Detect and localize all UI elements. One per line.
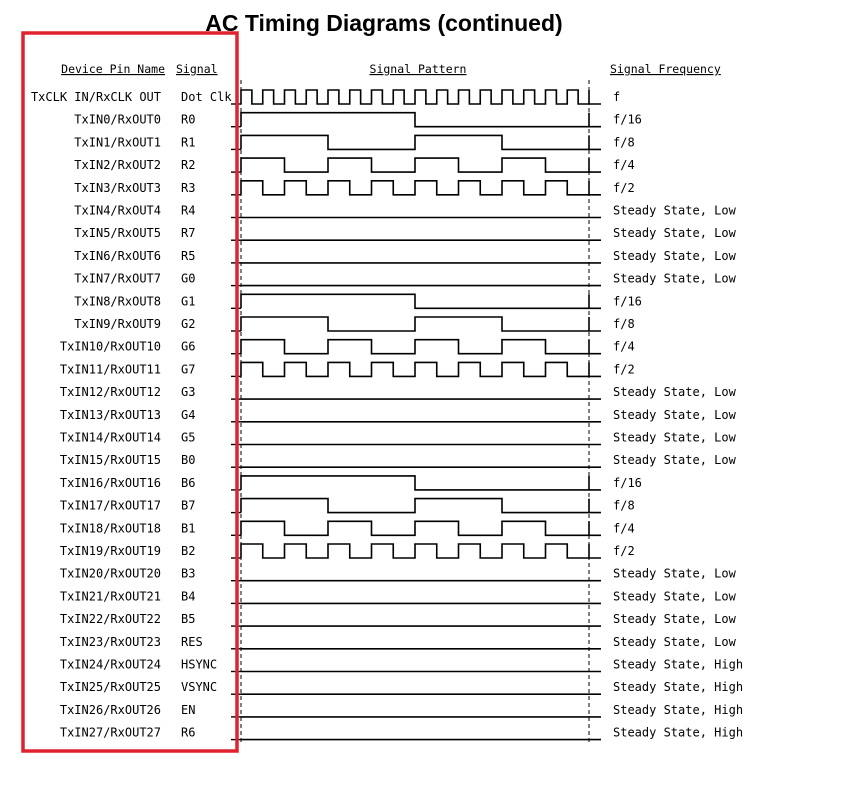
signal-row [60, 726, 743, 740]
device-pin-name: TxIN21/RxOUT21 [59, 589, 161, 604]
signal-frequency: Steady State, High [613, 680, 744, 695]
device-pin-name: TxIN15/RxOUT15 [59, 453, 161, 468]
signal-waveform [241, 158, 601, 172]
signal-name: B4 [181, 589, 196, 604]
signal-waveform [241, 135, 601, 149]
signal-row [74, 317, 634, 331]
signal-name: G4 [181, 407, 196, 422]
signal-waveform [241, 476, 601, 490]
device-pin-name: TxIN9/RxOUT9 [74, 317, 161, 331]
device-pin-name: TxIN18/RxOUT18 [59, 521, 161, 536]
signal-frequency: Steady State, High [613, 657, 744, 672]
signal-row [74, 249, 736, 263]
signal-name: R2 [181, 158, 196, 173]
signal-name: B3 [181, 566, 196, 581]
signal-waveform [241, 499, 601, 513]
signal-frequency: f/16 [613, 475, 642, 490]
signal-row [31, 90, 620, 104]
signal-name: R6 [181, 725, 196, 740]
device-pin-name: TxCLK IN/RxCLK OUT [30, 90, 161, 104]
signal-name: VSYNC [181, 680, 218, 695]
header-signal-pattern: Signal Pattern [369, 62, 467, 76]
signal-frequency: Steady State, Low [613, 589, 736, 604]
signal-row [60, 658, 743, 672]
signal-name: G1 [181, 294, 196, 309]
signal-frequency: Steady State, Low [613, 226, 736, 241]
device-pin-name: TxIN7/RxOUT7 [74, 271, 161, 286]
signal-row [60, 476, 642, 490]
signal-row [74, 294, 642, 308]
signal-row [60, 703, 743, 717]
signal-row [74, 158, 634, 172]
signal-name: B1 [181, 521, 196, 536]
signal-frequency: Steady State, High [613, 725, 744, 740]
signal-frequency: Steady State, Low [613, 612, 736, 627]
signal-row [60, 499, 635, 513]
signal-frequency: Steady State, Low [613, 407, 736, 422]
device-pin-name: TxIN0/RxOUT0 [74, 112, 161, 127]
signal-name: G7 [181, 362, 196, 377]
signal-frequency: Steady State, High [613, 702, 744, 717]
signal-rows [31, 90, 743, 740]
device-pin-name: TxIN8/RxOUT8 [74, 294, 161, 309]
signal-frequency: f/8 [613, 135, 635, 150]
header-device-pin-name: Device Pin Name [61, 62, 165, 76]
signal-frequency: Steady State, Low [613, 634, 736, 649]
diagram-title: AC Timing Diagrams (continued) [205, 10, 563, 36]
signal-name: R0 [181, 112, 196, 127]
signal-name: R5 [181, 248, 196, 263]
signal-name: B6 [181, 475, 196, 490]
signal-frequency: Steady State, Low [613, 453, 736, 468]
signal-frequency: f [613, 90, 621, 104]
signal-waveform [241, 340, 601, 354]
signal-row [60, 408, 737, 422]
signal-frequency: f/4 [613, 339, 635, 354]
signal-row [74, 181, 634, 195]
signal-frequency: f/2 [613, 362, 635, 377]
device-pin-name: TxIN6/RxOUT6 [74, 248, 161, 263]
signal-row [60, 385, 737, 399]
signal-row [60, 612, 737, 626]
device-pin-name: TxIN12/RxOUT12 [59, 385, 161, 400]
signal-name: B7 [181, 498, 196, 513]
signal-row [60, 567, 737, 581]
signal-name: R1 [181, 135, 196, 150]
signal-name: G3 [181, 385, 196, 400]
signal-frequency: f/8 [613, 317, 635, 331]
signal-name: R7 [181, 226, 196, 241]
signal-name: Dot Clk [181, 90, 232, 104]
signal-name: G6 [181, 339, 196, 354]
device-pin-name: TxIN27/RxOUT27 [59, 725, 161, 740]
signal-name: B2 [181, 544, 196, 558]
signal-waveform [241, 362, 601, 376]
device-pin-name: TxIN24/RxOUT24 [59, 657, 161, 672]
signal-row [60, 521, 635, 535]
device-pin-name: TxIN19/RxOUT19 [59, 544, 161, 558]
signal-name: B0 [181, 453, 196, 468]
signal-row [60, 544, 635, 558]
signal-row [60, 680, 743, 694]
device-pin-name: TxIN10/RxOUT10 [59, 339, 161, 354]
signal-row [60, 453, 737, 467]
signal-frequency: Steady State, Low [613, 248, 736, 263]
signal-row [74, 226, 736, 240]
device-pin-name: TxIN3/RxOUT3 [74, 180, 161, 195]
device-pin-name: TxIN11/RxOUT11 [59, 362, 161, 377]
device-pin-name: TxIN26/RxOUT26 [59, 702, 161, 717]
signal-row [74, 272, 736, 286]
header-signal: Signal [176, 62, 218, 76]
signal-row [60, 340, 635, 354]
device-pin-name: TxIN2/RxOUT2 [74, 158, 161, 173]
signal-frequency: Steady State, Low [613, 271, 736, 286]
device-pin-name: TxIN20/RxOUT20 [59, 566, 161, 581]
signal-row [74, 135, 634, 149]
signal-name: G2 [181, 317, 196, 331]
signal-frequency: f/8 [613, 498, 635, 513]
signal-name: R3 [181, 180, 196, 195]
signal-frequency: Steady State, Low [613, 385, 736, 400]
signal-row [74, 113, 642, 127]
device-pin-name: TxIN22/RxOUT22 [59, 612, 161, 627]
device-pin-name: TxIN17/RxOUT17 [59, 498, 161, 513]
signal-frequency: f/4 [613, 521, 635, 536]
signal-frequency: f/4 [613, 158, 635, 173]
signal-waveform [241, 294, 601, 308]
signal-waveform [241, 317, 601, 331]
signal-frequency: Steady State, Low [613, 430, 736, 445]
signal-row [60, 362, 635, 376]
signal-frequency: Steady State, Low [613, 203, 736, 218]
signal-name: G0 [181, 271, 196, 286]
signal-row [74, 204, 736, 218]
signal-frequency: f/2 [613, 544, 635, 558]
signal-frequency: f/16 [613, 112, 642, 127]
signal-waveform [241, 113, 601, 127]
device-pin-name: TxIN14/RxOUT14 [59, 430, 161, 445]
signal-name: G5 [181, 430, 196, 445]
signal-name: EN [181, 702, 196, 717]
signal-name: HSYNC [181, 657, 218, 672]
header-signal-frequency: Signal Frequency [610, 62, 721, 76]
signal-waveform [241, 181, 601, 195]
signal-frequency: Steady State, Low [613, 566, 736, 581]
signal-row [60, 431, 737, 445]
signal-waveform [241, 544, 601, 558]
device-pin-name: TxIN13/RxOUT13 [59, 407, 161, 422]
signal-frequency: f/16 [613, 294, 642, 309]
device-pin-name: TxIN23/RxOUT23 [59, 634, 161, 649]
signal-frequency: f/2 [613, 180, 635, 195]
signal-name: B5 [181, 612, 196, 627]
device-pin-name: TxIN4/RxOUT4 [74, 203, 161, 218]
device-pin-name: TxIN5/RxOUT5 [74, 226, 161, 241]
signal-waveform [241, 521, 601, 535]
device-pin-name: TxIN1/RxOUT1 [74, 135, 161, 150]
signal-row [60, 635, 737, 649]
signal-name: R4 [181, 203, 196, 218]
signal-row [60, 589, 737, 603]
device-pin-name: TxIN25/RxOUT25 [59, 680, 161, 695]
device-pin-name: TxIN16/RxOUT16 [59, 475, 161, 490]
signal-name: RES [181, 634, 203, 649]
signal-waveform [241, 90, 601, 104]
